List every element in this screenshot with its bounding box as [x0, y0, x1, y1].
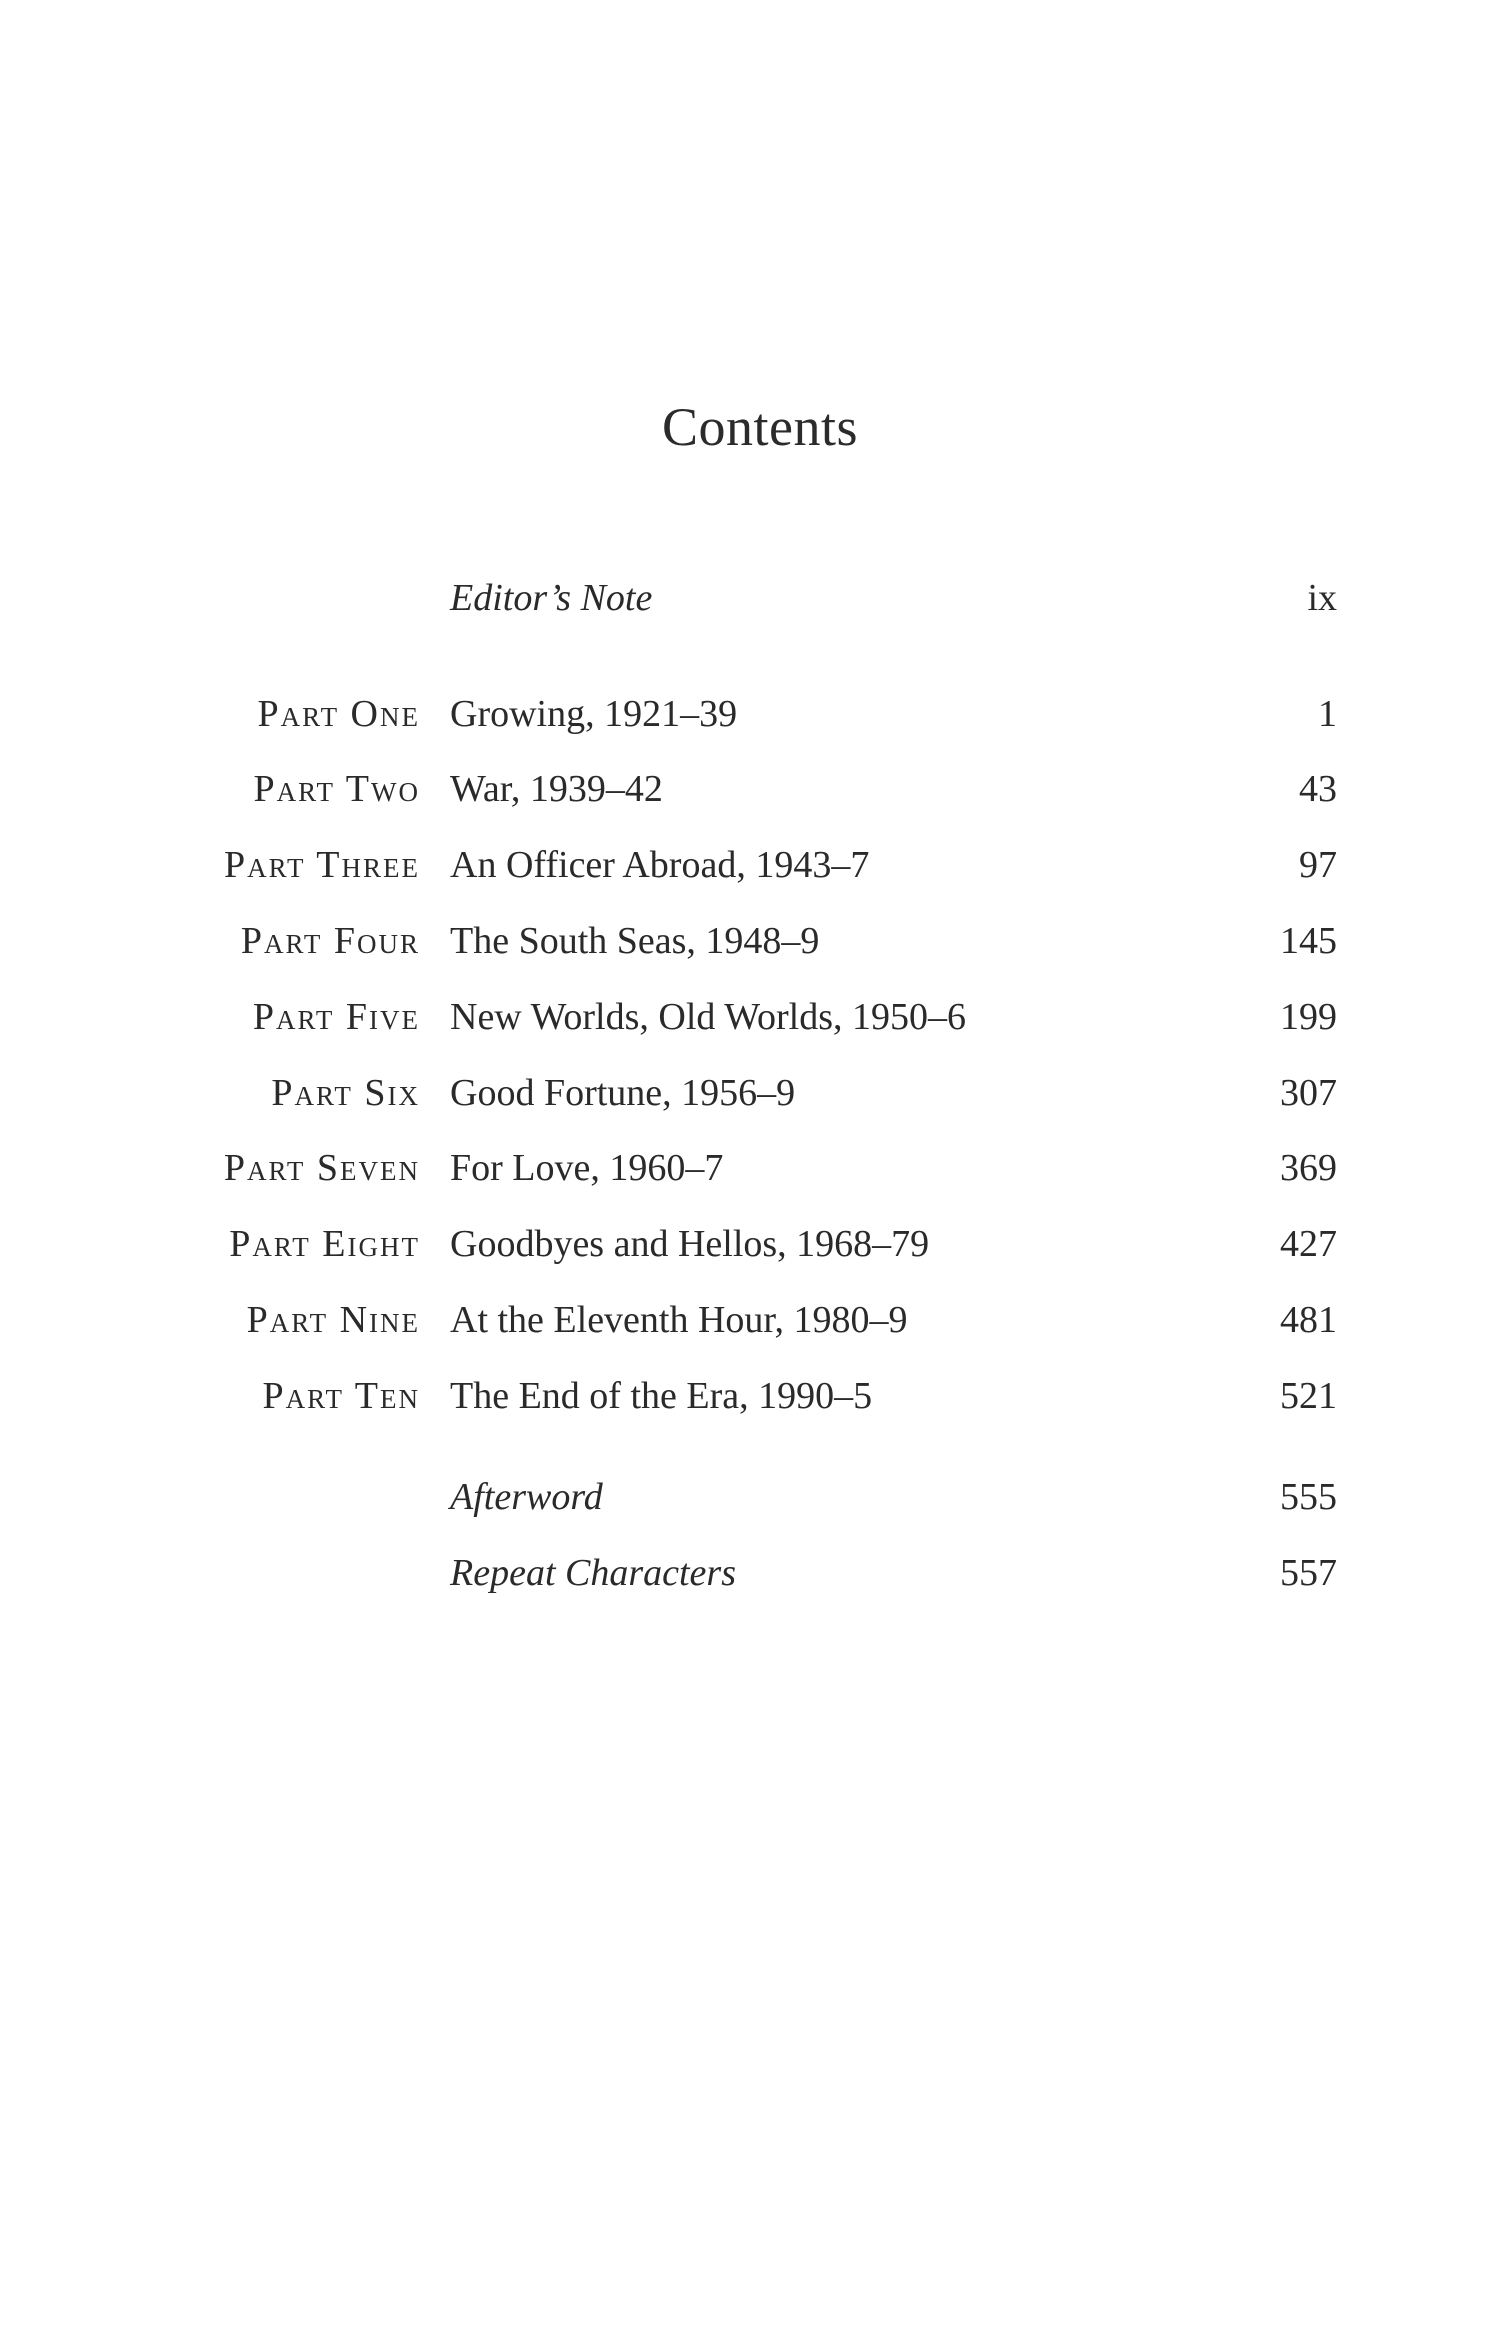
toc-page-number: 521 — [1280, 1375, 1337, 1417]
toc-entry-title: Good Fortune, 1956–9 — [450, 1072, 796, 1114]
toc-page-number: ix — [1307, 577, 1337, 619]
toc-entry-part-two[interactable] — [0, 759, 1500, 819]
toc-part-label: Part Two — [253, 768, 420, 810]
toc-entry-title: At the Eleventh Hour, 1980–9 — [450, 1299, 908, 1341]
toc-part-label: Part Seven — [223, 1147, 420, 1189]
toc-entry-title: Editor’s Note — [450, 577, 653, 619]
toc-page-number: 199 — [1280, 996, 1337, 1038]
toc-entry-editors-note[interactable] — [0, 568, 1500, 628]
toc-entry-title: Goodbyes and Hellos, 1968–79 — [450, 1223, 930, 1265]
toc-page-number: 43 — [1299, 768, 1337, 810]
toc-entry-part-five[interactable] — [0, 987, 1500, 1047]
toc-page-number: 481 — [1280, 1299, 1337, 1341]
toc-entry-title: New Worlds, Old Worlds, 1950–6 — [450, 996, 967, 1038]
toc-entry-part-ten[interactable] — [0, 1366, 1500, 1426]
toc-entry-part-three[interactable] — [0, 835, 1500, 895]
toc-page-number: 1 — [1318, 693, 1337, 735]
toc-entry-title: The End of the Era, 1990–5 — [450, 1375, 873, 1417]
toc-part-label: Part Three — [223, 844, 420, 886]
toc-entry-part-four[interactable] — [0, 911, 1500, 971]
toc-entry-title: Repeat Characters — [450, 1552, 737, 1594]
toc-entry-afterword[interactable] — [0, 1467, 1500, 1527]
toc-entry-part-nine[interactable] — [0, 1290, 1500, 1350]
toc-entry-title: Growing, 1921–39 — [450, 693, 738, 735]
toc-entry-title: For Love, 1960–7 — [450, 1147, 724, 1189]
toc-part-label: Part Six — [271, 1072, 420, 1114]
toc-entry-title: Afterword — [450, 1476, 603, 1518]
toc-entry-part-six[interactable] — [0, 1063, 1500, 1123]
toc-page-number: 427 — [1280, 1223, 1337, 1265]
toc-entry-part-one[interactable] — [0, 684, 1500, 744]
toc-page-number: 557 — [1280, 1552, 1337, 1594]
toc-page-number: 369 — [1280, 1147, 1337, 1189]
toc-entry-part-seven[interactable] — [0, 1138, 1500, 1198]
toc-part-label: Part One — [257, 693, 420, 735]
toc-part-label: Part Nine — [246, 1299, 420, 1341]
toc-entry-repeat-characters[interactable] — [0, 1543, 1500, 1603]
toc-part-label: Part Four — [240, 920, 420, 962]
page-title: Contents — [661, 397, 858, 458]
toc-page-number: 307 — [1280, 1072, 1337, 1114]
toc-entry-title: War, 1939–42 — [450, 768, 663, 810]
toc-entry-title: An Officer Abroad, 1943–7 — [450, 844, 870, 886]
toc-page-number: 555 — [1280, 1476, 1337, 1518]
toc-page-number: 97 — [1299, 844, 1337, 886]
toc-part-label: Part Ten — [262, 1375, 420, 1417]
toc-entry-part-eight[interactable] — [0, 1214, 1500, 1274]
toc-part-label: Part Eight — [229, 1223, 420, 1265]
toc-part-label: Part Five — [252, 996, 420, 1038]
toc-entry-title: The South Seas, 1948–9 — [450, 920, 820, 962]
toc-page-number: 145 — [1280, 920, 1337, 962]
